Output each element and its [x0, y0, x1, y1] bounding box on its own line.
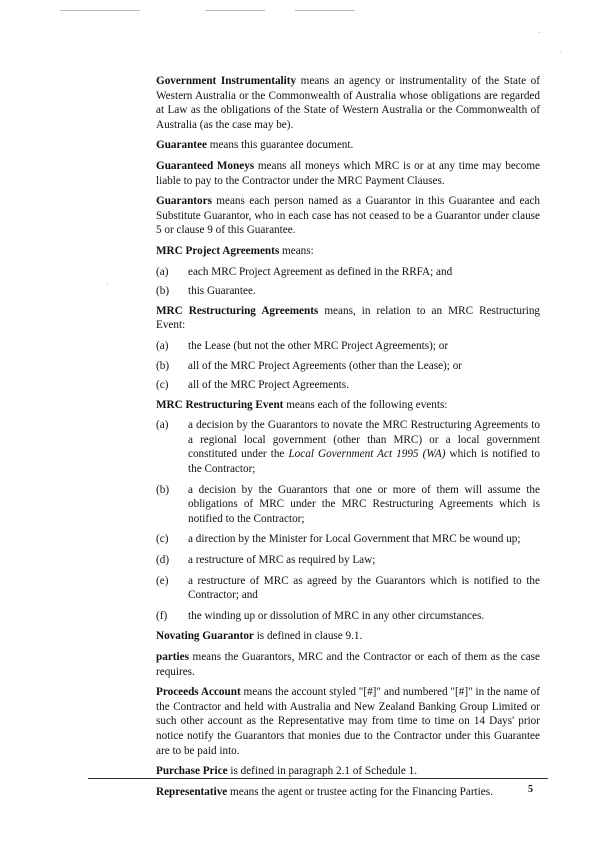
list-item: [156, 483, 540, 527]
page-number: 5: [528, 784, 533, 795]
list-item-text: a direction by the Minister for Local Government that MRC be wound up;: [188, 533, 521, 546]
definition-mrc-project-agreements: [156, 244, 540, 259]
list-item-label: (b): [156, 285, 170, 298]
list-item-text: the winding up or dissolution of MRC in any other circumstances.: [188, 609, 485, 622]
definition-guaranteed-moneys: [156, 159, 540, 188]
list-item-label: (a): [156, 265, 169, 278]
list-item: [156, 553, 540, 568]
definition-term: Government Instrumentality: [156, 75, 297, 87]
list-item-label: (a): [156, 419, 169, 432]
list-item-text-part: a decision by the Guarantors to novate the MRC Restructuring Agreements to a regional local government (other than MRC) or a local government constituted under the: [188, 419, 540, 461]
definition-term: MRC Project Agreements: [156, 244, 280, 257]
definition-term: Representative: [156, 785, 228, 798]
list-item-text: a restructure of MRC as agreed by the Guarantors which is notified to the Contractor; and: [188, 574, 540, 602]
list-item-text: this Guarantee.: [188, 285, 256, 298]
definition-novating-guarantor: [156, 629, 540, 644]
list-item: [156, 359, 540, 374]
list-item-label: (c): [156, 379, 169, 392]
scan-speck: ·: [538, 29, 541, 37]
scan-artefact: [205, 10, 265, 11]
scan-artefact: [295, 10, 355, 11]
list-item: [156, 265, 540, 280]
list-item-text: [188, 418, 540, 476]
list-item: [156, 532, 540, 547]
definition-proceeds-account: [156, 685, 540, 758]
act-title: Local Government Act 1995 (WA): [288, 448, 446, 461]
definition-purchase-price: [156, 764, 540, 779]
definition-term: parties: [156, 651, 189, 663]
definition-text: means, in relation to an MRC Restructuring Event:: [156, 304, 541, 332]
list-item-text: the Lease (but not the other MRC Project Agreements); or: [188, 339, 449, 352]
list-item-text-part: which is notified to the Contractor;: [188, 448, 541, 476]
definition-term: Guaranteed Moneys: [156, 159, 255, 172]
definition-text: means:: [279, 244, 314, 257]
list-item-label: (c): [156, 533, 169, 546]
definition-text: means each of the following events:: [283, 398, 448, 411]
footer-rule: [88, 778, 548, 779]
definition-term: Proceeds Account: [156, 686, 241, 699]
definition-text: means all moneys which MRC is or at any time may become liable to pay to the Contractor under the MRC Payment Clauses.: [156, 159, 541, 187]
list-item: [156, 418, 540, 476]
definition-text: means the Guarantors, MRC and the Contractor or each of them as the case requires.: [156, 651, 540, 678]
definition-guarantee: [156, 138, 540, 153]
definition-text: means the account styled "[#]" and numbered "[#]" in the name of the Contractor and held with Australia and New Zealand Banking Group Limited or such other account as the Representative may from time to time on 14 Days' prior notice notify the Guarantors that monies due to the Contractor under this Guarantee are to be paid into.: [156, 686, 540, 757]
definition-text: means this guarantee document.: [206, 139, 354, 152]
list-item-label: (e): [156, 574, 169, 587]
definition-term: Guarantee: [156, 139, 207, 152]
list-item-label: (a): [156, 339, 169, 352]
list-item-text: all of the MRC Project Agreements (other than the Lease); or: [188, 359, 463, 372]
definition-text: means each person named as a Guarantor in this Guarantee and each Substitute Guarantor, who in each case has not ceased to be a Guarantor under clause 5 or clause 9 of this Guarantee.: [156, 195, 540, 237]
definition-term: MRC Restructuring Event: [156, 398, 284, 411]
list-item: [156, 339, 540, 354]
list-item: [156, 609, 540, 624]
definition-term: Novating Guarantor: [156, 630, 254, 643]
list-item: [156, 378, 540, 393]
definition-parties: [156, 650, 540, 679]
definition-text: means an agency or instrumentality of the State of Western Australia or the Commonwealth of Australia whose obligations are regarded at Law as the obligations of the State of Western Australia or the Commonwealth of Australia (as the case may be).: [156, 75, 540, 131]
definition-term: Purchase Price: [156, 765, 228, 778]
list-item-label: (b): [156, 359, 170, 372]
definition-mrc-restructuring-agreements: [156, 304, 540, 333]
list-item-label: (d): [156, 554, 170, 567]
scan-speck: ·: [106, 281, 109, 289]
definitions-body: [156, 74, 540, 805]
definition-text: is defined in paragraph 2.1 of Schedule 1.: [227, 765, 418, 778]
definition-mrc-restructuring-event: [156, 398, 540, 413]
list-item-text: all of the MRC Project Agreements.: [188, 379, 349, 392]
scan-artefact: [60, 10, 140, 11]
definition-representative: [156, 785, 540, 800]
definition-text: is defined in clause 9.1.: [253, 630, 363, 643]
definition-text: means the agent or trustee acting for the Financing Parties.: [227, 785, 493, 798]
definition-term: Guarantors: [156, 195, 212, 208]
scan-speck: ·: [560, 49, 563, 57]
definition-government-instrumentality: [156, 74, 540, 132]
list-item-text: a decision by the Guarantors that one or more of them will assume the obligations of MRC under the MRC Restructuring Agreements which is notified to the Contractor;: [188, 483, 540, 525]
definition-term: MRC Restructuring Agreements: [156, 304, 319, 317]
list-item-text: each MRC Project Agreement as defined in the RRFA; and: [188, 265, 453, 278]
definition-guarantors: [156, 194, 540, 238]
list-item-text: a restructure of MRC as required by Law;: [188, 554, 376, 567]
list-item-label: (f): [156, 609, 168, 622]
list-item: [156, 284, 540, 299]
list-item: [156, 574, 540, 603]
list-item-label: (b): [156, 483, 170, 496]
